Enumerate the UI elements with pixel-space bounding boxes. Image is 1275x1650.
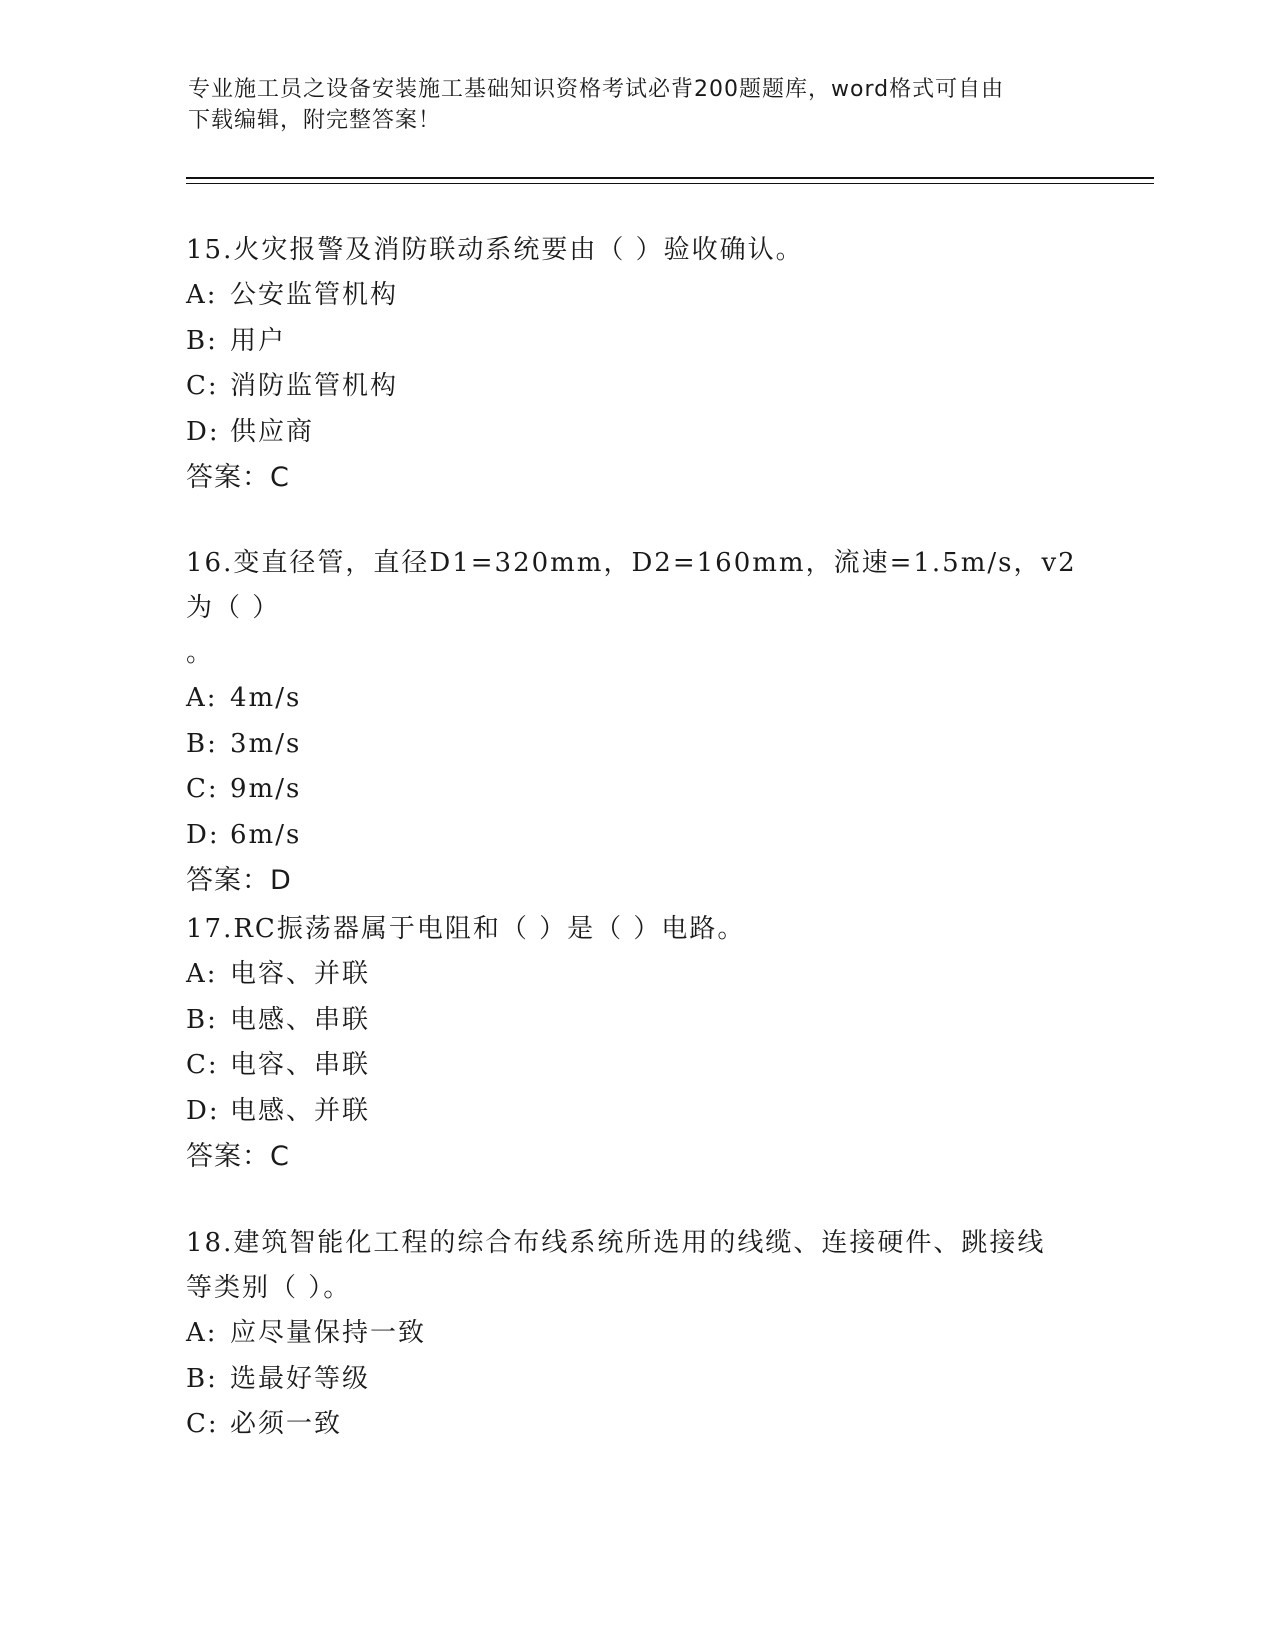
option-d: D: 供应商 — [186, 416, 315, 447]
header-divider-thin — [186, 183, 1154, 184]
question-stem: 16.变直径管，直径D1=320mm，D2=160mm，流速=1.5m/s，v2为（ ） — [186, 548, 1077, 623]
answer: 答案：C — [186, 1141, 290, 1172]
option-c: C: 电容、串联 — [186, 1050, 371, 1080]
question-16 — [186, 541, 1086, 903]
answer: 答案：C — [186, 462, 290, 493]
option-b: B: 电感、串联 — [186, 1004, 371, 1035]
question-18 — [186, 1221, 1086, 1448]
option-a: A: 应尽量保持一致 — [186, 1318, 427, 1348]
option-c: C: 9m/s — [186, 774, 302, 804]
option-a: A: 4m/s — [186, 683, 302, 713]
header-divider — [186, 177, 1154, 179]
option-b: B: 3m/s — [186, 728, 302, 759]
question-15 — [186, 228, 1086, 500]
question-stem: 18.建筑智能化工程的综合布线系统所选用的线缆、连接硬件、跳接线 — [186, 1228, 1046, 1258]
option-b: B: 选最好等级 — [186, 1363, 371, 1394]
option-b: B: 用户 — [186, 325, 287, 356]
question-stem: 17.RC振荡器属于电阻和（ ）是（ ）电路。 — [186, 914, 746, 944]
option-c: C: 消防监管机构 — [186, 371, 399, 401]
option-c: C: 必须一致 — [186, 1409, 343, 1439]
header-line-1: 专业施工员之设备安装施工基础知识资格考试必背200题题库，word格式可自由 — [188, 77, 1005, 102]
option-a: A: 电容、并联 — [186, 959, 371, 989]
header-line-2: 下载编辑，附完整答案！ — [188, 108, 442, 133]
option-d: D: 电感、并联 — [186, 1095, 371, 1126]
question-17 — [186, 907, 1086, 1179]
question-stem-continued: 。 — [186, 638, 215, 668]
question-stem-continued: 等类别（ ）。 — [186, 1273, 352, 1303]
document-header — [188, 74, 1078, 136]
question-stem: 15.火灾报警及消防联动系统要由（ ）验收确认。 — [186, 235, 804, 265]
option-d: D: 6m/s — [186, 819, 302, 850]
option-a: A: 公安监管机构 — [186, 280, 399, 310]
answer: 答案：D — [186, 865, 292, 896]
